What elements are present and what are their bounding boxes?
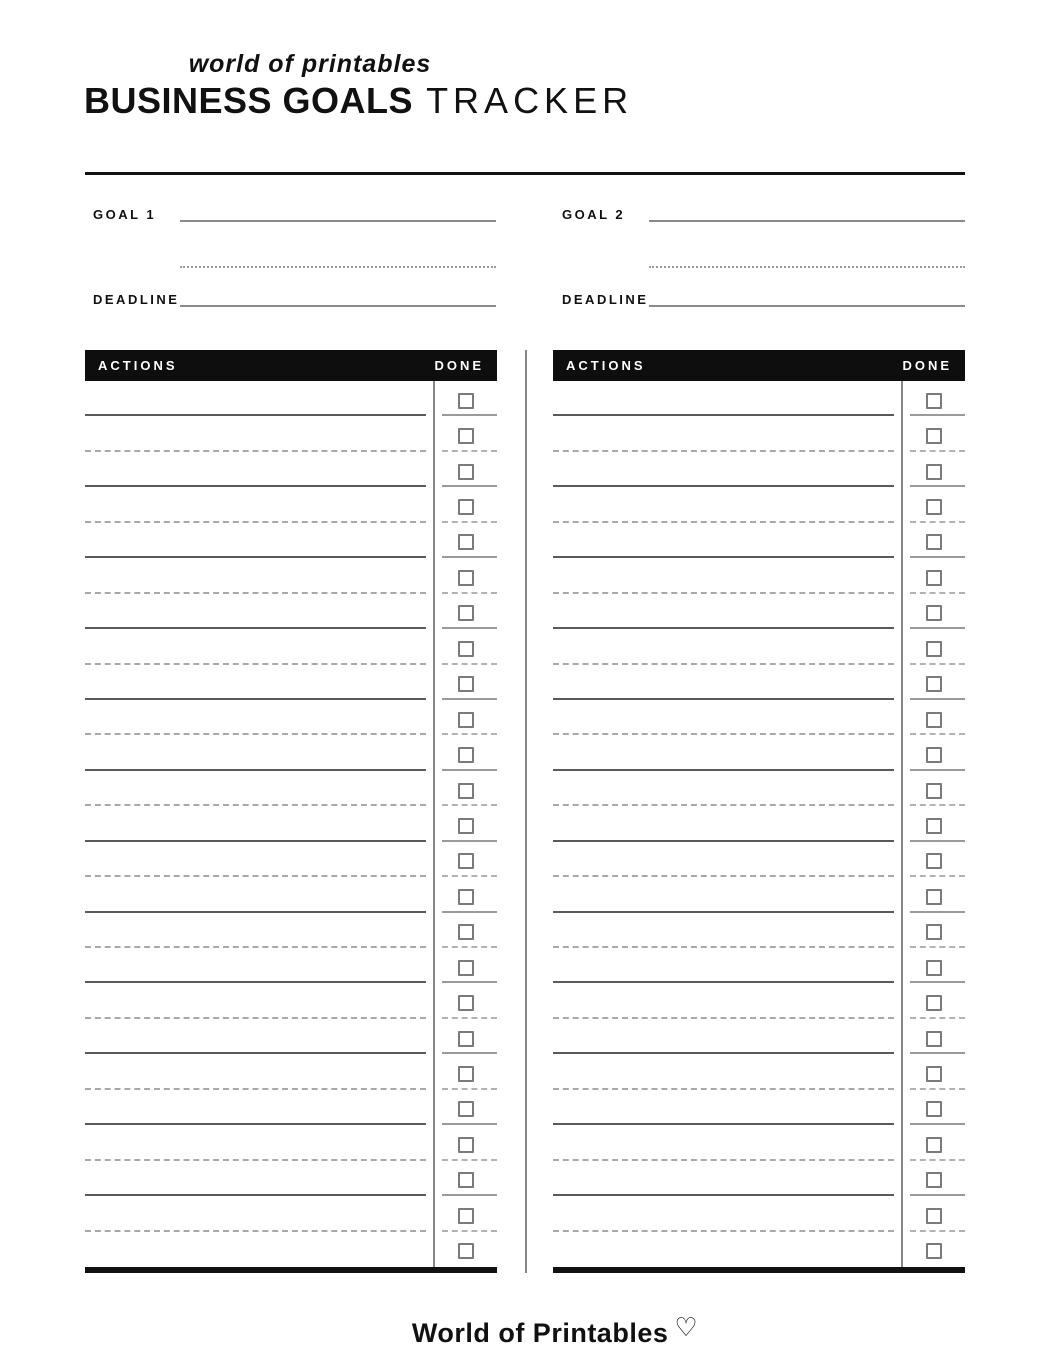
- done-checkbox[interactable]: [458, 960, 474, 976]
- action-row: [553, 487, 965, 522]
- action-write-line: [553, 452, 894, 487]
- page-title: [84, 80, 634, 121]
- action-row: [85, 629, 497, 664]
- action-row: [85, 1125, 497, 1160]
- done-checkbox[interactable]: [926, 1066, 942, 1082]
- action-row: [85, 487, 497, 522]
- done-checkbox[interactable]: [926, 1031, 942, 1047]
- action-write-line: [85, 735, 426, 770]
- goal-2-dotted-line: [649, 266, 965, 268]
- done-checkbox[interactable]: [458, 499, 474, 515]
- action-row: [553, 416, 965, 451]
- action-row: [85, 948, 497, 983]
- done-cell: [433, 1161, 497, 1196]
- done-checkbox[interactable]: [458, 1243, 474, 1259]
- footer-brand: [30, 1312, 1050, 1349]
- goals-fields-row: [85, 202, 965, 312]
- done-checkbox[interactable]: [458, 676, 474, 692]
- action-write-line: [553, 1232, 894, 1267]
- action-row: [553, 842, 965, 877]
- title-bold-part: BUSINESS GOALS: [84, 80, 414, 121]
- done-checkbox[interactable]: [926, 889, 942, 905]
- action-write-line: [553, 806, 894, 841]
- action-row: [85, 594, 497, 629]
- header-rule: [85, 172, 965, 175]
- done-cell: [901, 806, 965, 841]
- done-cell: [901, 594, 965, 629]
- action-row: [553, 735, 965, 770]
- done-cell: [901, 948, 965, 983]
- action-row: [85, 806, 497, 841]
- done-checkbox[interactable]: [926, 1208, 942, 1224]
- action-row: [85, 913, 497, 948]
- action-write-line: [553, 913, 894, 948]
- goal-2-deadline-row: [554, 287, 965, 307]
- action-write-line: [553, 1196, 894, 1231]
- action-write-line: [85, 983, 426, 1018]
- action-row: [553, 771, 965, 806]
- goal-1-table-body: [85, 381, 497, 1273]
- goal-2-fields: [554, 202, 965, 312]
- action-write-line: [85, 416, 426, 451]
- action-write-line: [85, 771, 426, 806]
- goal-1-deadline-row: [85, 287, 496, 307]
- action-write-line: [85, 948, 426, 983]
- done-cell: [901, 665, 965, 700]
- done-checkbox[interactable]: [458, 641, 474, 657]
- done-cell: [901, 1054, 965, 1089]
- action-row: [85, 735, 497, 770]
- done-checkbox[interactable]: [926, 676, 942, 692]
- done-cell: [433, 983, 497, 1018]
- done-cell: [901, 1125, 965, 1160]
- done-checkbox[interactable]: [926, 641, 942, 657]
- action-row: [553, 1090, 965, 1125]
- action-write-line: [85, 1161, 426, 1196]
- done-checkbox[interactable]: [926, 1172, 942, 1188]
- done-cell: [901, 735, 965, 770]
- done-checkbox[interactable]: [926, 924, 942, 940]
- action-write-line: [553, 983, 894, 1018]
- action-write-line: [85, 913, 426, 948]
- action-write-line: [85, 1196, 426, 1231]
- action-row: [85, 1232, 497, 1267]
- done-checkbox[interactable]: [926, 995, 942, 1011]
- done-checkbox[interactable]: [926, 393, 942, 409]
- action-write-line: [85, 523, 426, 558]
- action-write-line: [85, 700, 426, 735]
- done-checkbox[interactable]: [926, 712, 942, 728]
- done-cell: [433, 594, 497, 629]
- action-write-line: [553, 1054, 894, 1089]
- heart-icon: ♡: [674, 1312, 699, 1342]
- done-cell: [433, 1125, 497, 1160]
- action-write-line: [553, 416, 894, 451]
- done-cell: [901, 452, 965, 487]
- action-row: [553, 806, 965, 841]
- done-cell: [433, 877, 497, 912]
- action-write-line: [85, 381, 426, 416]
- action-write-line: [85, 1054, 426, 1089]
- action-write-line: [553, 523, 894, 558]
- done-cell: [901, 416, 965, 451]
- done-cell: [901, 1196, 965, 1231]
- footer-brand-text: World of Printables: [411, 1318, 669, 1348]
- done-checkbox[interactable]: [458, 889, 474, 905]
- goal-1-table-header: [85, 350, 497, 381]
- action-row: [85, 381, 497, 416]
- done-cell: [433, 665, 497, 700]
- done-cell: [433, 1232, 497, 1267]
- action-write-line: [553, 1125, 894, 1160]
- action-write-line: [553, 842, 894, 877]
- action-row: [553, 983, 965, 1018]
- done-checkbox[interactable]: [926, 853, 942, 869]
- goal-2-table-body: [553, 381, 965, 1273]
- goal-1-label: GOAL 1: [93, 207, 157, 222]
- action-write-line: [85, 842, 426, 877]
- action-row: [553, 1054, 965, 1089]
- done-checkbox[interactable]: [458, 924, 474, 940]
- action-write-line: [553, 1019, 894, 1054]
- action-write-line: [553, 735, 894, 770]
- done-cell: [433, 381, 497, 416]
- goal-1-actions-header: ACTIONS: [98, 358, 178, 373]
- done-cell: [901, 877, 965, 912]
- action-row: [85, 1196, 497, 1231]
- action-write-line: [85, 487, 426, 522]
- goal-1-actions-table: [85, 350, 497, 1273]
- done-cell: [901, 771, 965, 806]
- done-cell: [433, 735, 497, 770]
- done-checkbox[interactable]: [926, 499, 942, 515]
- action-write-line: [553, 771, 894, 806]
- done-checkbox[interactable]: [926, 1101, 942, 1117]
- goal-1-write-line: [180, 202, 496, 222]
- done-checkbox[interactable]: [926, 783, 942, 799]
- done-cell: [433, 1019, 497, 1054]
- action-write-line: [553, 381, 894, 416]
- done-cell: [433, 416, 497, 451]
- action-row: [553, 877, 965, 912]
- action-write-line: [553, 1090, 894, 1125]
- done-checkbox[interactable]: [458, 570, 474, 586]
- action-write-line: [553, 948, 894, 983]
- done-checkbox[interactable]: [926, 534, 942, 550]
- action-write-line: [85, 877, 426, 912]
- done-checkbox[interactable]: [458, 853, 474, 869]
- action-row: [85, 842, 497, 877]
- done-cell: [901, 558, 965, 593]
- title-light-part: TRACKER: [426, 80, 634, 121]
- action-write-line: [85, 806, 426, 841]
- done-cell: [901, 523, 965, 558]
- done-checkbox[interactable]: [926, 428, 942, 444]
- action-row: [85, 416, 497, 451]
- done-checkbox[interactable]: [926, 960, 942, 976]
- action-row: [553, 1161, 965, 1196]
- done-cell: [433, 700, 497, 735]
- done-cell: [901, 1161, 965, 1196]
- center-divider: [525, 350, 527, 1273]
- action-row: [85, 1054, 497, 1089]
- action-row: [553, 594, 965, 629]
- done-cell: [901, 913, 965, 948]
- action-row: [553, 913, 965, 948]
- action-write-line: [85, 452, 426, 487]
- action-row: [553, 523, 965, 558]
- action-row: [85, 558, 497, 593]
- done-cell: [901, 1019, 965, 1054]
- goal-1-done-header: DONE: [434, 358, 484, 373]
- action-write-line: [85, 1019, 426, 1054]
- done-checkbox[interactable]: [458, 1208, 474, 1224]
- done-cell: [433, 771, 497, 806]
- goal-2-row: [554, 202, 965, 222]
- action-row: [553, 558, 965, 593]
- action-row: [85, 523, 497, 558]
- action-write-line: [85, 1232, 426, 1267]
- action-row: [553, 381, 965, 416]
- action-write-line: [553, 487, 894, 522]
- done-checkbox[interactable]: [926, 570, 942, 586]
- action-row: [553, 629, 965, 664]
- goal-2-table-header: [553, 350, 965, 381]
- done-checkbox[interactable]: [926, 1137, 942, 1153]
- action-write-line: [553, 1161, 894, 1196]
- action-row: [85, 1019, 497, 1054]
- action-row: [553, 1019, 965, 1054]
- tables-row: [85, 350, 965, 1273]
- done-checkbox[interactable]: [458, 464, 474, 480]
- action-row: [85, 771, 497, 806]
- done-checkbox[interactable]: [926, 1243, 942, 1259]
- done-checkbox[interactable]: [458, 1101, 474, 1117]
- goal-1-dotted-line: [180, 266, 496, 268]
- action-write-line: [553, 629, 894, 664]
- action-row: [553, 700, 965, 735]
- done-checkbox[interactable]: [458, 747, 474, 763]
- done-cell: [433, 629, 497, 664]
- goal-2-write-line: [649, 202, 965, 222]
- done-checkbox[interactable]: [458, 1066, 474, 1082]
- action-write-line: [85, 594, 426, 629]
- goal-2-deadline-label: DEADLINE: [562, 292, 649, 307]
- action-row: [85, 1090, 497, 1125]
- action-row: [85, 452, 497, 487]
- done-cell: [433, 452, 497, 487]
- done-checkbox[interactable]: [458, 428, 474, 444]
- goal-2-deadline-write-line: [649, 287, 965, 307]
- done-checkbox[interactable]: [458, 712, 474, 728]
- action-write-line: [553, 558, 894, 593]
- done-cell: [433, 558, 497, 593]
- action-row: [85, 1161, 497, 1196]
- goal-1-deadline-label: DEADLINE: [93, 292, 180, 307]
- done-cell: [901, 842, 965, 877]
- done-checkbox[interactable]: [926, 605, 942, 621]
- done-cell: [433, 523, 497, 558]
- done-cell: [901, 1090, 965, 1125]
- done-checkbox[interactable]: [458, 995, 474, 1011]
- done-checkbox[interactable]: [458, 1172, 474, 1188]
- action-row: [553, 1125, 965, 1160]
- action-write-line: [85, 1090, 426, 1125]
- goal-1-row: [85, 202, 496, 222]
- done-cell: [901, 487, 965, 522]
- done-cell: [433, 913, 497, 948]
- done-cell: [901, 1232, 965, 1267]
- brand-script-text: world of printables: [188, 50, 432, 78]
- goal-1-fields: [85, 202, 496, 312]
- action-row: [85, 665, 497, 700]
- done-checkbox[interactable]: [458, 605, 474, 621]
- done-cell: [433, 487, 497, 522]
- goal-2-actions-table: [553, 350, 965, 1273]
- done-checkbox[interactable]: [458, 393, 474, 409]
- action-write-line: [553, 665, 894, 700]
- action-write-line: [553, 594, 894, 629]
- done-checkbox[interactable]: [926, 818, 942, 834]
- done-checkbox[interactable]: [926, 464, 942, 480]
- action-row: [85, 700, 497, 735]
- goal-2-label: GOAL 2: [562, 207, 626, 222]
- done-cell: [433, 1196, 497, 1231]
- goal-2-actions-header: ACTIONS: [566, 358, 646, 373]
- action-row: [85, 877, 497, 912]
- goal-2-done-header: DONE: [902, 358, 952, 373]
- action-write-line: [553, 877, 894, 912]
- done-cell: [901, 381, 965, 416]
- done-checkbox[interactable]: [458, 818, 474, 834]
- action-write-line: [85, 629, 426, 664]
- done-checkbox[interactable]: [458, 783, 474, 799]
- action-write-line: [85, 558, 426, 593]
- done-cell: [433, 1090, 497, 1125]
- action-row: [553, 452, 965, 487]
- action-row: [553, 665, 965, 700]
- done-checkbox[interactable]: [458, 534, 474, 550]
- action-row: [553, 1196, 965, 1231]
- action-row: [553, 1232, 965, 1267]
- action-row: [85, 983, 497, 1018]
- action-write-line: [85, 665, 426, 700]
- done-cell: [901, 983, 965, 1018]
- done-checkbox[interactable]: [458, 1137, 474, 1153]
- done-checkbox[interactable]: [926, 747, 942, 763]
- done-cell: [433, 1054, 497, 1089]
- done-cell: [901, 700, 965, 735]
- action-row: [553, 948, 965, 983]
- goal-1-deadline-write-line: [180, 287, 496, 307]
- action-write-line: [85, 1125, 426, 1160]
- done-cell: [901, 629, 965, 664]
- done-cell: [433, 842, 497, 877]
- done-cell: [433, 948, 497, 983]
- done-cell: [433, 806, 497, 841]
- done-checkbox[interactable]: [458, 1031, 474, 1047]
- action-write-line: [553, 700, 894, 735]
